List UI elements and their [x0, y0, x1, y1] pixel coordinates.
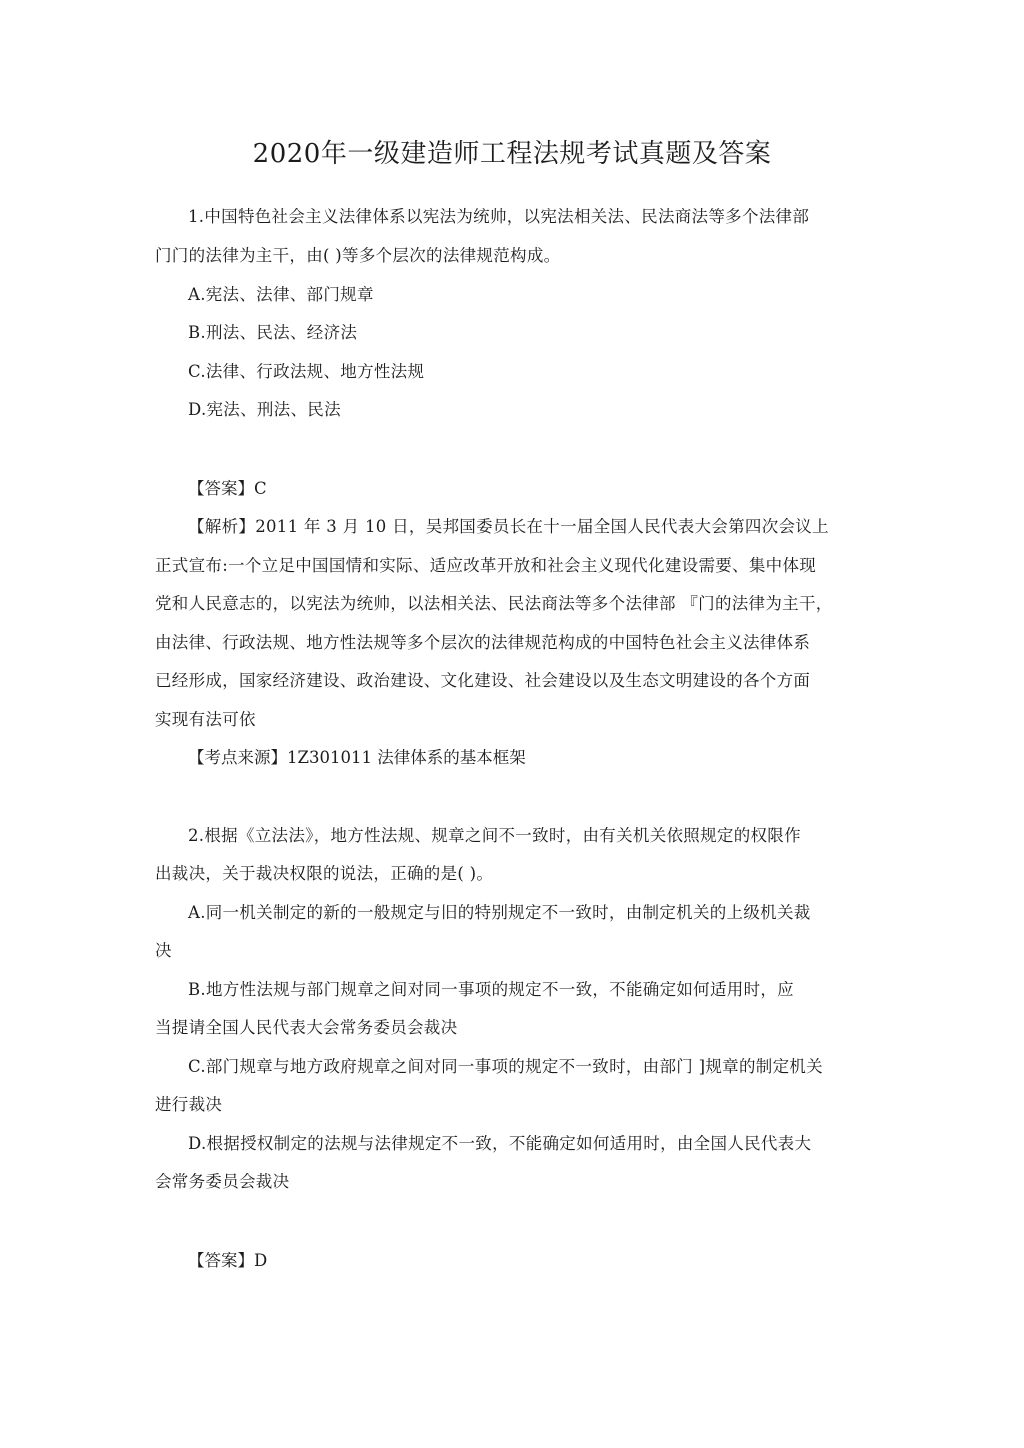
q2-answer: 【答案】D: [188, 1251, 268, 1270]
q1-analysis-line-2: 正式宣布:一个立足中国国情和实际、适应改革开放和社会主义现代化建设需要、集中体现: [155, 556, 817, 575]
q1-analysis-line-3: 党和人民意志的，以宪法为统帅，以法相关法、民法商法等多个法律部 『门的法律为主干，: [155, 594, 833, 613]
q2-option-c-line-1: C.部门规章与地方政府规章之间对同一事项的规定不一致时，由部门 ]规章的制定机关: [188, 1057, 823, 1076]
q2-option-a-line-2: 决: [155, 941, 172, 960]
q1-answer: 【答案】C: [188, 479, 267, 498]
q1-stem-line-1: 1.中国特色社会主义法律体系以宪法为统帅，以宪法相关法、民法商法等多个法律部: [188, 207, 810, 226]
q2-stem-line-1: 2.根据《立法法》，地方性法规、规章之间不一致时，由有关机关依照规定的权限作: [188, 826, 801, 845]
q1-option-b: B.刑法、民法、经济法: [188, 323, 358, 342]
document-title: 2020年一级建造师工程法规考试真题及答案: [252, 139, 772, 169]
q2-option-c-line-2: 进行裁决: [155, 1095, 223, 1114]
q1-analysis-line-6: 实现有法可依: [155, 710, 256, 729]
q2-option-b-line-2: 当提请全国人民代表大会常务委员会裁决: [155, 1018, 458, 1037]
q1-source: 【考点来源】1Z301011 法律体系的基本框架: [188, 748, 526, 767]
q1-analysis-line-5: 已经形成，国家经济建设、政治建设、文化建设、社会建设以及生态文明建设的各个方面: [155, 671, 811, 690]
q2-stem-line-2: 出裁决，关于裁决权限的说法，正确的是( )。: [155, 864, 494, 883]
q2-option-a-line-1: A.同一机关制定的新的一般规定与旧的特别规定不一致时，由制定机关的上级机关裁: [188, 903, 811, 922]
q2-option-b-line-1: B.地方性法规与部门规章之间对同一事项的规定不一致，不能确定如何适用时，应: [188, 980, 794, 999]
q1-analysis-line-1: 【解析】2011 年 3 月 10 日，吴邦国委员长在十一届全国人民代表大会第四次会议上: [188, 517, 829, 536]
q1-option-c: C.法律、行政法规、地方性法规: [188, 362, 425, 381]
q1-stem-line-2: 门门的法律为主干，由( )等多个层次的法律规范构成。: [155, 246, 561, 265]
q2-option-d-line-1: D.根据授权制定的法规与法律规定不一致，不能确定如何适用时，由全国人民代表大: [188, 1134, 812, 1153]
q1-option-d: D.宪法、刑法、民法: [188, 400, 341, 419]
q1-analysis-line-4: 由法律、行政法规、地方性法规等多个层次的法律规范构成的中国特色社会主义法律体系: [155, 633, 811, 652]
q2-option-d-line-2: 会常务委员会裁决: [155, 1172, 290, 1191]
q1-option-a: A.宪法、法律、部门规章: [188, 285, 374, 304]
